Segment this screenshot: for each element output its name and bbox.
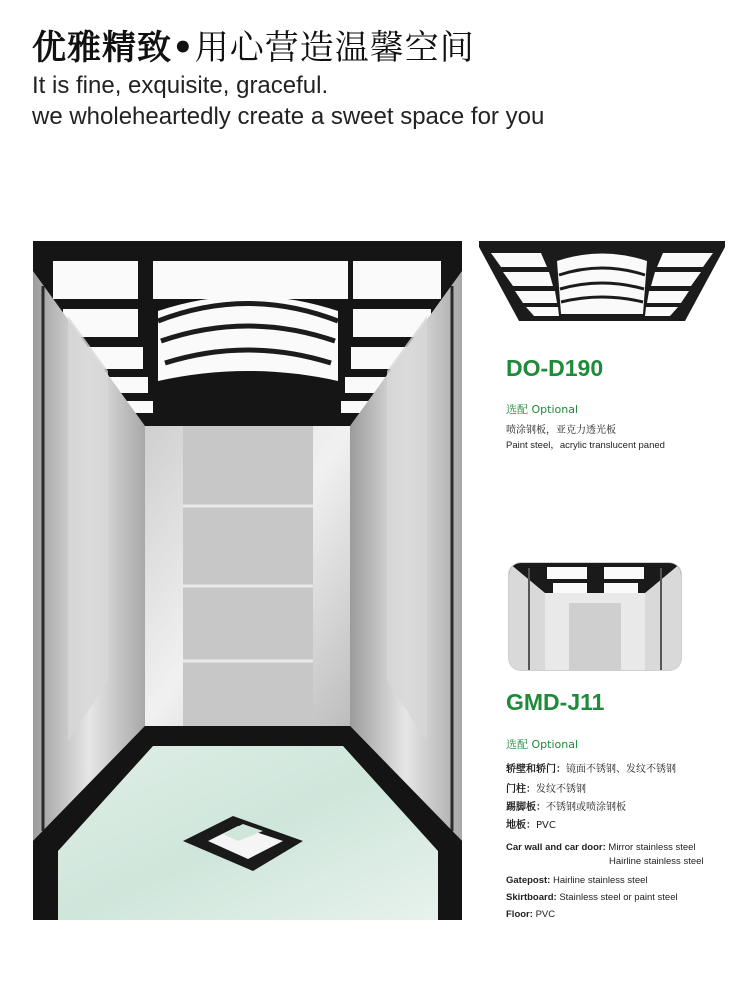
cabin-thumbnail-drawing [509, 563, 681, 670]
elevator-cabin-photo [33, 241, 462, 920]
cabin-thumbnail [509, 563, 681, 670]
cabin-optional-label: 选配 Optional [506, 738, 579, 751]
elevator-cabin-illustration [33, 241, 462, 920]
cabin-model-code: GMD-J11 [506, 689, 605, 715]
headline-rest: 用心营造温馨空间 [194, 28, 475, 68]
ceiling-optional-label: 选配 Optional [506, 403, 579, 416]
spec-cn-floor: 地板：PVC [506, 820, 556, 831]
headline-bold: 优雅精致• [32, 28, 195, 68]
subtitle-line-1: It is fine, exquisite, graceful. [32, 72, 329, 99]
spec-en-wall: Car wall and car door: Mirror stainless steel [506, 842, 696, 853]
spec-en-wall-2: Hairline stainless steel [609, 856, 704, 867]
ceiling-desc-cn: 喷涂钢板，亚克力透光板 [506, 425, 616, 436]
spec-en-skirtboard: Skirtboard: Stainless steel or paint steel [506, 892, 678, 903]
ceiling-thumbnail [479, 241, 725, 321]
ceiling-desc-en: Paint steel，acrylic translucent paned [506, 440, 665, 451]
subtitle-line-2: we wholeheartedly create a sweet space for you [32, 103, 545, 130]
spec-cn-skirtboard: 踢脚板：不锈钢或喷涂钢板 [506, 802, 626, 813]
spec-en-gatepost: Gatepost: Hairline stainless steel [506, 875, 648, 886]
ceiling-drawing [479, 241, 725, 321]
spec-cn-gatepost: 门柱：发纹不锈钢 [506, 784, 586, 795]
headline [32, 20, 475, 69]
ceiling-model-code: DO-D190 [506, 355, 604, 381]
spec-en-floor: Floor: PVC [506, 909, 556, 920]
spec-cn-wall: 轿壁和轿门：镜面不锈钢、发纹不锈钢 [506, 764, 676, 775]
